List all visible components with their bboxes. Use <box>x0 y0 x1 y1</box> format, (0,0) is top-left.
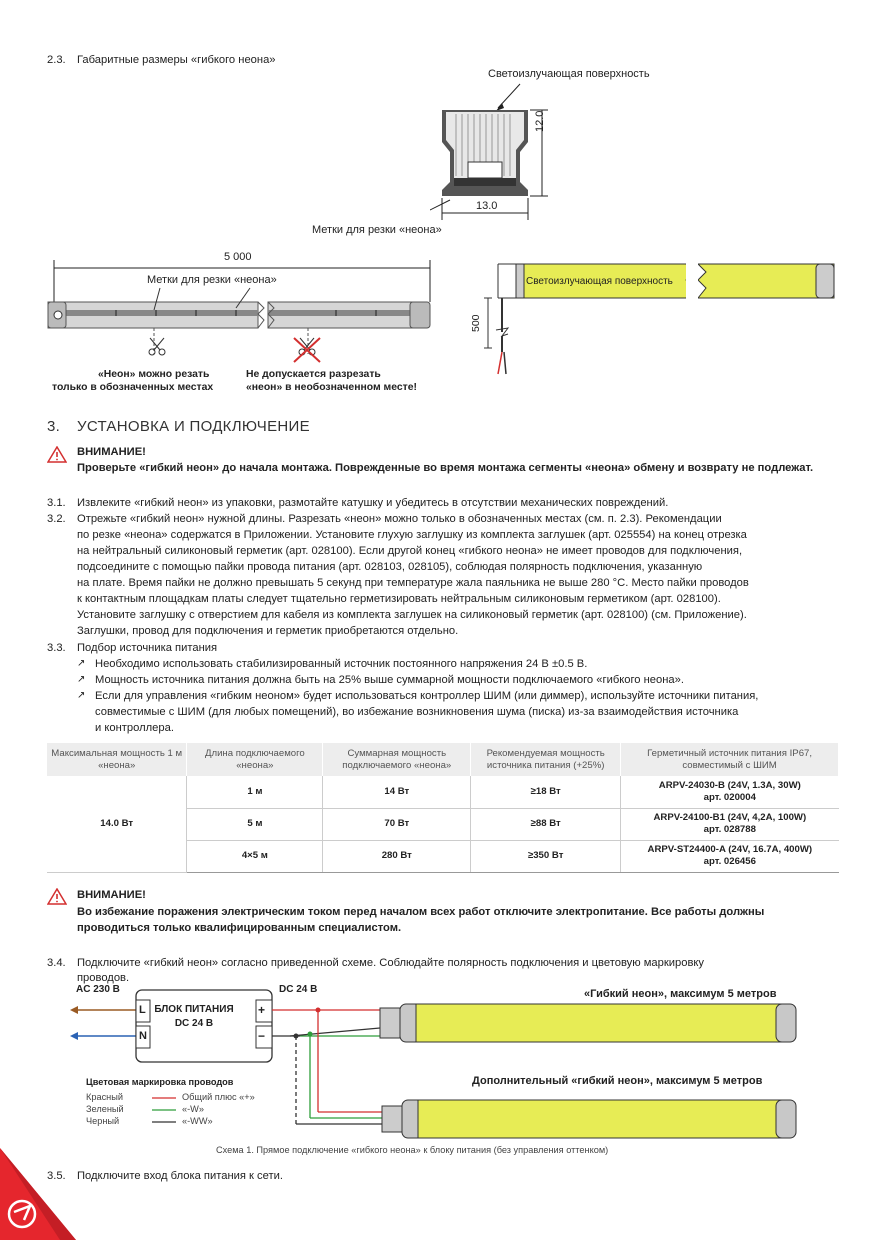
corner-brand-logo-icon <box>0 1148 76 1240</box>
psu-article: арт. 028788 <box>703 824 756 835</box>
bullet-arrow-icon: ↗ <box>77 674 86 685</box>
p32-line: на плате. Время пайки не должно превышать 5 секунд при температуре жала паяльника не выше 280 °С. Место пайки проводов <box>77 577 749 589</box>
p32-line: Отрежьте «гибкий неон» нужной длины. Разрезать «неон» можно только в обозначенных местах (см. п. 2.3). Рекомендации <box>77 513 722 525</box>
diagram-caption: Схема 1. Прямое подключение «гибкого неона» к блоку питания (без управления оттенком) <box>216 1145 609 1155</box>
warning2-line2: проводиться только квалифицированным специалистом. <box>77 922 402 934</box>
p33-number: 3.3. <box>47 642 66 654</box>
section-3-title: УСТАНОВКА И ПОДКЛЮЧЕНИЕ <box>77 418 310 435</box>
p31-number: 3.1. <box>47 497 66 509</box>
table-header-cell: Максимальная мощность 1 м «неона» <box>47 743 187 776</box>
p34-number: 3.4. <box>47 957 66 969</box>
side-wire-length: 500 <box>470 314 482 332</box>
side-surface-label: Светоизлучающая поверхность <box>526 276 673 287</box>
power-supply-table <box>47 743 839 873</box>
terminal-n: N <box>139 1030 147 1042</box>
neon1-label: «Гибкий неон», максимум 5 метров <box>584 988 777 1000</box>
p35-number: 3.5. <box>47 1170 66 1182</box>
section-number: 2.3. <box>47 54 66 66</box>
cut-bad-line1: Не допускается разрезать <box>246 369 381 380</box>
profile-cut-marks-label: Метки для резки «неона» <box>312 224 442 236</box>
table-cell: 70 Вт <box>323 808 471 840</box>
p31-text: Извлеките «гибкий неон» из упаковки, размотайте катушку и убедитесь в отсутствии механических повреждений. <box>77 497 669 509</box>
table-header-cell: Длина подключаемого «неона» <box>187 743 323 776</box>
bullet-item: Если для управления «гибким неоном» будет использоваться контроллер ШИМ (или диммер), используйте источники питания, <box>95 690 759 702</box>
legend-desc: «-WW» <box>182 1116 213 1126</box>
section-3-number: 3. <box>47 418 61 435</box>
psu-title: БЛОК ПИТАНИЯ <box>154 1004 234 1015</box>
bullet-arrow-icon: ↗ <box>77 658 86 669</box>
table-cell-psu <box>621 776 839 808</box>
strip-cut-marks-label: Метки для резки «неона» <box>147 274 277 286</box>
bullet-item: Необходимо использовать стабилизированный источник постоянного напряжения 24 В ±0.5 В. <box>95 658 588 670</box>
psu-article: арт. 020004 <box>703 791 756 803</box>
table-cell-psu <box>621 840 839 872</box>
table-header-row <box>47 743 839 776</box>
cut-ok-line1: «Неон» можно резать <box>98 369 210 380</box>
psu-article: арт. 026456 <box>703 856 756 867</box>
psu-model: ARPV-24100-B1 (24V, 4,2A, 100W) <box>653 812 807 823</box>
table-cell: ≥88 Вт <box>471 808 621 840</box>
p32-number: 3.2. <box>47 513 66 525</box>
psu-model: ARPV-24030-B (24V, 1.3A, 30W) <box>658 779 801 791</box>
table-cell-power: 14.0 Вт <box>47 776 187 872</box>
p33-text: Подбор источника питания <box>77 642 218 654</box>
ac-label: AC 230 В <box>76 984 120 995</box>
terminal-minus: − <box>258 1029 266 1043</box>
p32-line: подсоедините с помощью пайки провода питания (арт. 028103, 028105), соблюдая полярность подключения, указанную <box>77 561 703 573</box>
profile-height-value: 12.0 <box>534 110 546 132</box>
psu-model: ARPV-ST24400-A (24V, 16.7A, 400W) <box>647 844 813 855</box>
legend-desc: «-W» <box>182 1104 204 1114</box>
warning2-line1: Во избежание поражения электрическим током перед началом всех работ отключите электропитание. Все работы должны <box>77 906 765 918</box>
table-cell: 14 Вт <box>323 776 471 808</box>
warning-icon <box>47 888 67 905</box>
legend-title: Цветовая маркировка проводов <box>86 1077 234 1087</box>
strip-length-value: 5 000 <box>224 251 252 263</box>
p34-line: Подключите «гибкий неон» согласно приведенной схеме. Соблюдайте полярность подключения и цветовую маркировку <box>77 957 705 969</box>
table-header-cell: Герметичный источник питания IP67, совместимый с ШИМ <box>621 743 839 776</box>
table-cell: 280 Вт <box>323 840 471 872</box>
table-cell: 5 м <box>187 808 323 840</box>
table-row <box>47 776 839 808</box>
section-title: Габаритные размеры «гибкого неона» <box>77 54 276 66</box>
terminal-plus: + <box>258 1003 266 1017</box>
p32-line: к контактным площадкам платы следует тщательно герметизировать нейтральным силиконовым герметиком (арт. 028100). <box>77 593 721 605</box>
warning-icon <box>47 446 67 463</box>
table-header-cell: Суммарная мощность подключаемого «неона» <box>323 743 471 776</box>
terminal-l: L <box>139 1004 146 1016</box>
bullet-item: Мощность источника питания должна быть на 25% выше суммарной мощности подключаемого «гибкого неона». <box>95 674 684 686</box>
cut-bad-line2: «неон» в необозначенном месте! <box>246 382 417 393</box>
warning2-title: ВНИМАНИЕ! <box>77 889 146 901</box>
bullet-item: совместимые с ШИМ (для любых помещений), во избежание возникновения шума (писка) из-за взаимодействия источника <box>95 706 739 718</box>
table-cell: 1 м <box>187 776 323 808</box>
p34-line: проводов. <box>77 972 130 984</box>
side-view-drawing <box>468 256 840 380</box>
legend-desc: Общий плюс «+» <box>182 1092 255 1102</box>
table-cell: ≥18 Вт <box>471 776 621 808</box>
p32-line: Заглушки, провод для подключения и герметик приобретаются отдельно. <box>77 625 459 637</box>
legend-name: Зеленый <box>86 1104 124 1114</box>
bullet-item: и контроллера. <box>95 722 174 734</box>
cut-ok-line2: только в обозначенных местах <box>52 382 214 393</box>
warning1-text: Проверьте «гибкий неон» до начала монтажа. Поврежденные во время монтажа сегменты «неона» обмену и возврату не подлежат. <box>77 462 814 474</box>
p35-text: Подключите вход блока питания к сети. <box>77 1170 283 1182</box>
bullet-arrow-icon: ↗ <box>77 690 86 701</box>
neon2-label: Дополнительный «гибкий неон», максимум 5 метров <box>472 1075 763 1087</box>
strip-drawing <box>40 258 440 366</box>
p32-line: на нейтральный силиконовый герметик (арт. 028100). Если другой конец «гибкого неона» не имеет проводов для подключения, <box>77 545 743 557</box>
profile-surface-label: Светоизлучающая поверхность <box>488 68 650 80</box>
legend-name: Красный <box>86 1092 123 1102</box>
p32-line: по резке «неона» содержатся в Приложении. Установите глухую заглушку из комплекта заглушек (арт. 025554) на конец отрезка <box>77 529 747 541</box>
table-cell-psu <box>621 808 839 840</box>
dc-label: DC 24 В <box>279 984 318 995</box>
table-cell: ≥350 Вт <box>471 840 621 872</box>
profile-cross-section-drawing <box>430 82 570 220</box>
p32-line: Установите заглушку с отверстием для кабеля из комплекта заглушек на силиконовый герметик (арт. 028100) (см. Приложение). <box>77 609 747 621</box>
table-header-cell: Рекомендуемая мощность источника питания (+25%) <box>471 743 621 776</box>
legend-name: Черный <box>86 1116 120 1126</box>
table-cell: 4×5 м <box>187 840 323 872</box>
psu-subtitle: DC 24 В <box>174 1018 214 1029</box>
warning1-title: ВНИМАНИЕ! <box>77 446 146 458</box>
profile-width-value: 13.0 <box>476 200 498 212</box>
